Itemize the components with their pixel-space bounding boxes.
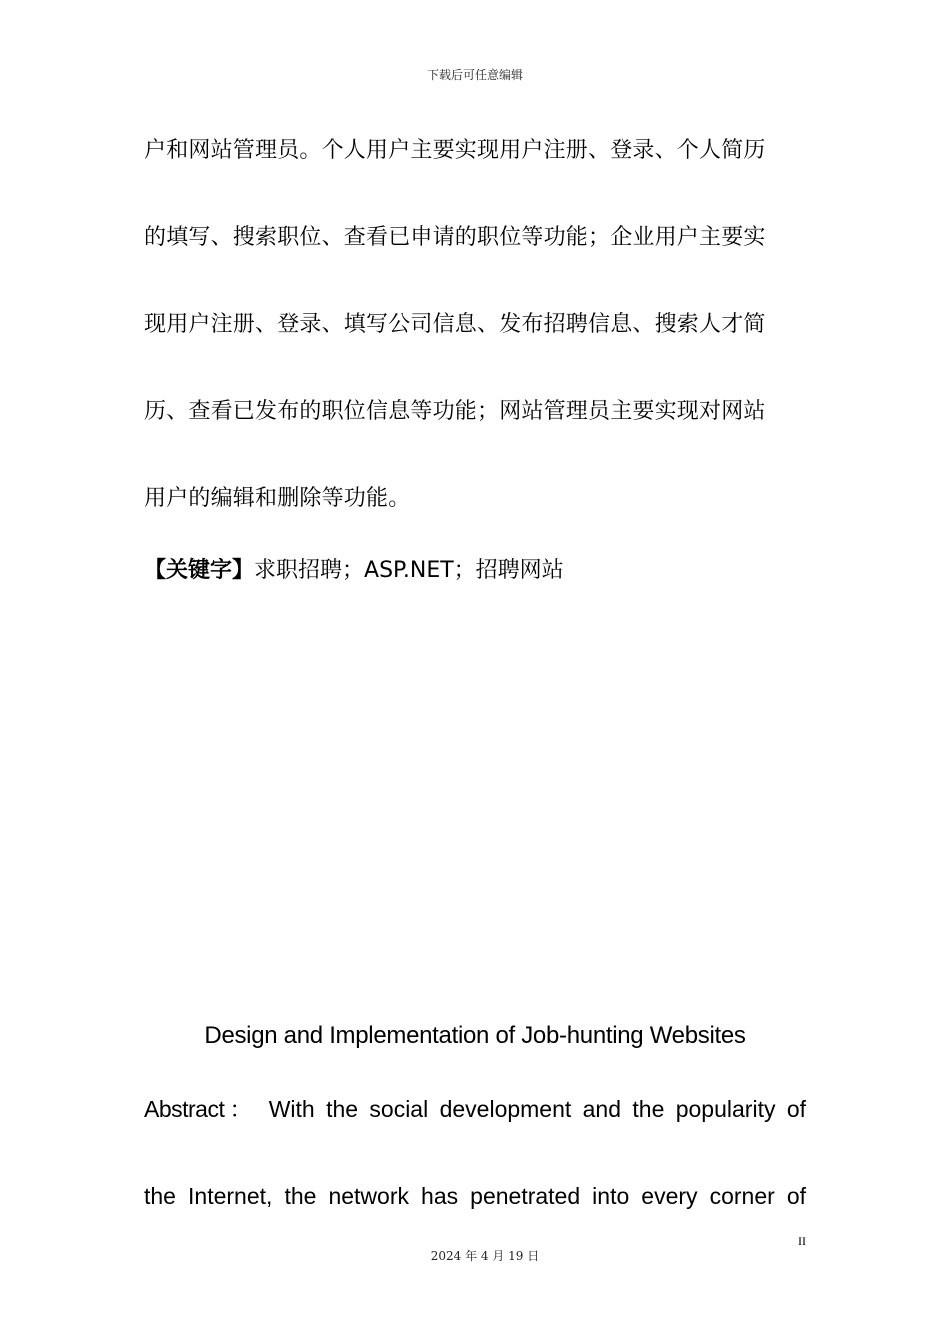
keywords-line [144,556,564,586]
page-number: II [798,1234,806,1248]
page-header: 下载后可任意编辑 [426,68,523,82]
english-abstract-line-2: the Internet, the network has penetrated into every corner of [144,1183,806,1209]
page-footer-date: 2024 年 4 月 19 日 [430,1249,540,1263]
abstract-separator: ： [224,1096,258,1122]
english-abstract-text-1: With the social development and the popularity of [268,1096,807,1122]
abstract-label: Abstract [144,1096,225,1122]
english-title: Design and Implementation of Job-hunting Websites [204,1022,746,1049]
keywords-value: 求职招聘；ASP.NET；招聘网站 [254,558,564,583]
chinese-abstract-line-2: 的填写、搜索职位、查看已申请的职位等功能；企业用户主要实 [144,225,766,250]
chinese-abstract-line-1: 户和网站管理员。个人用户主要实现用户注册、登录、个人简历 [144,138,766,163]
chinese-abstract-line-4: 历、查看已发布的职位信息等功能；网站管理员主要实现对网站 [144,399,766,424]
chinese-abstract-line-3: 现用户注册、登录、填写公司信息、发布招聘信息、搜索人才简 [144,312,766,337]
keywords-label: 【关键字】 [144,558,255,583]
english-abstract-line-1 [144,1093,806,1125]
chinese-abstract-line-5: 用户的编辑和删除等功能。 [144,486,411,511]
